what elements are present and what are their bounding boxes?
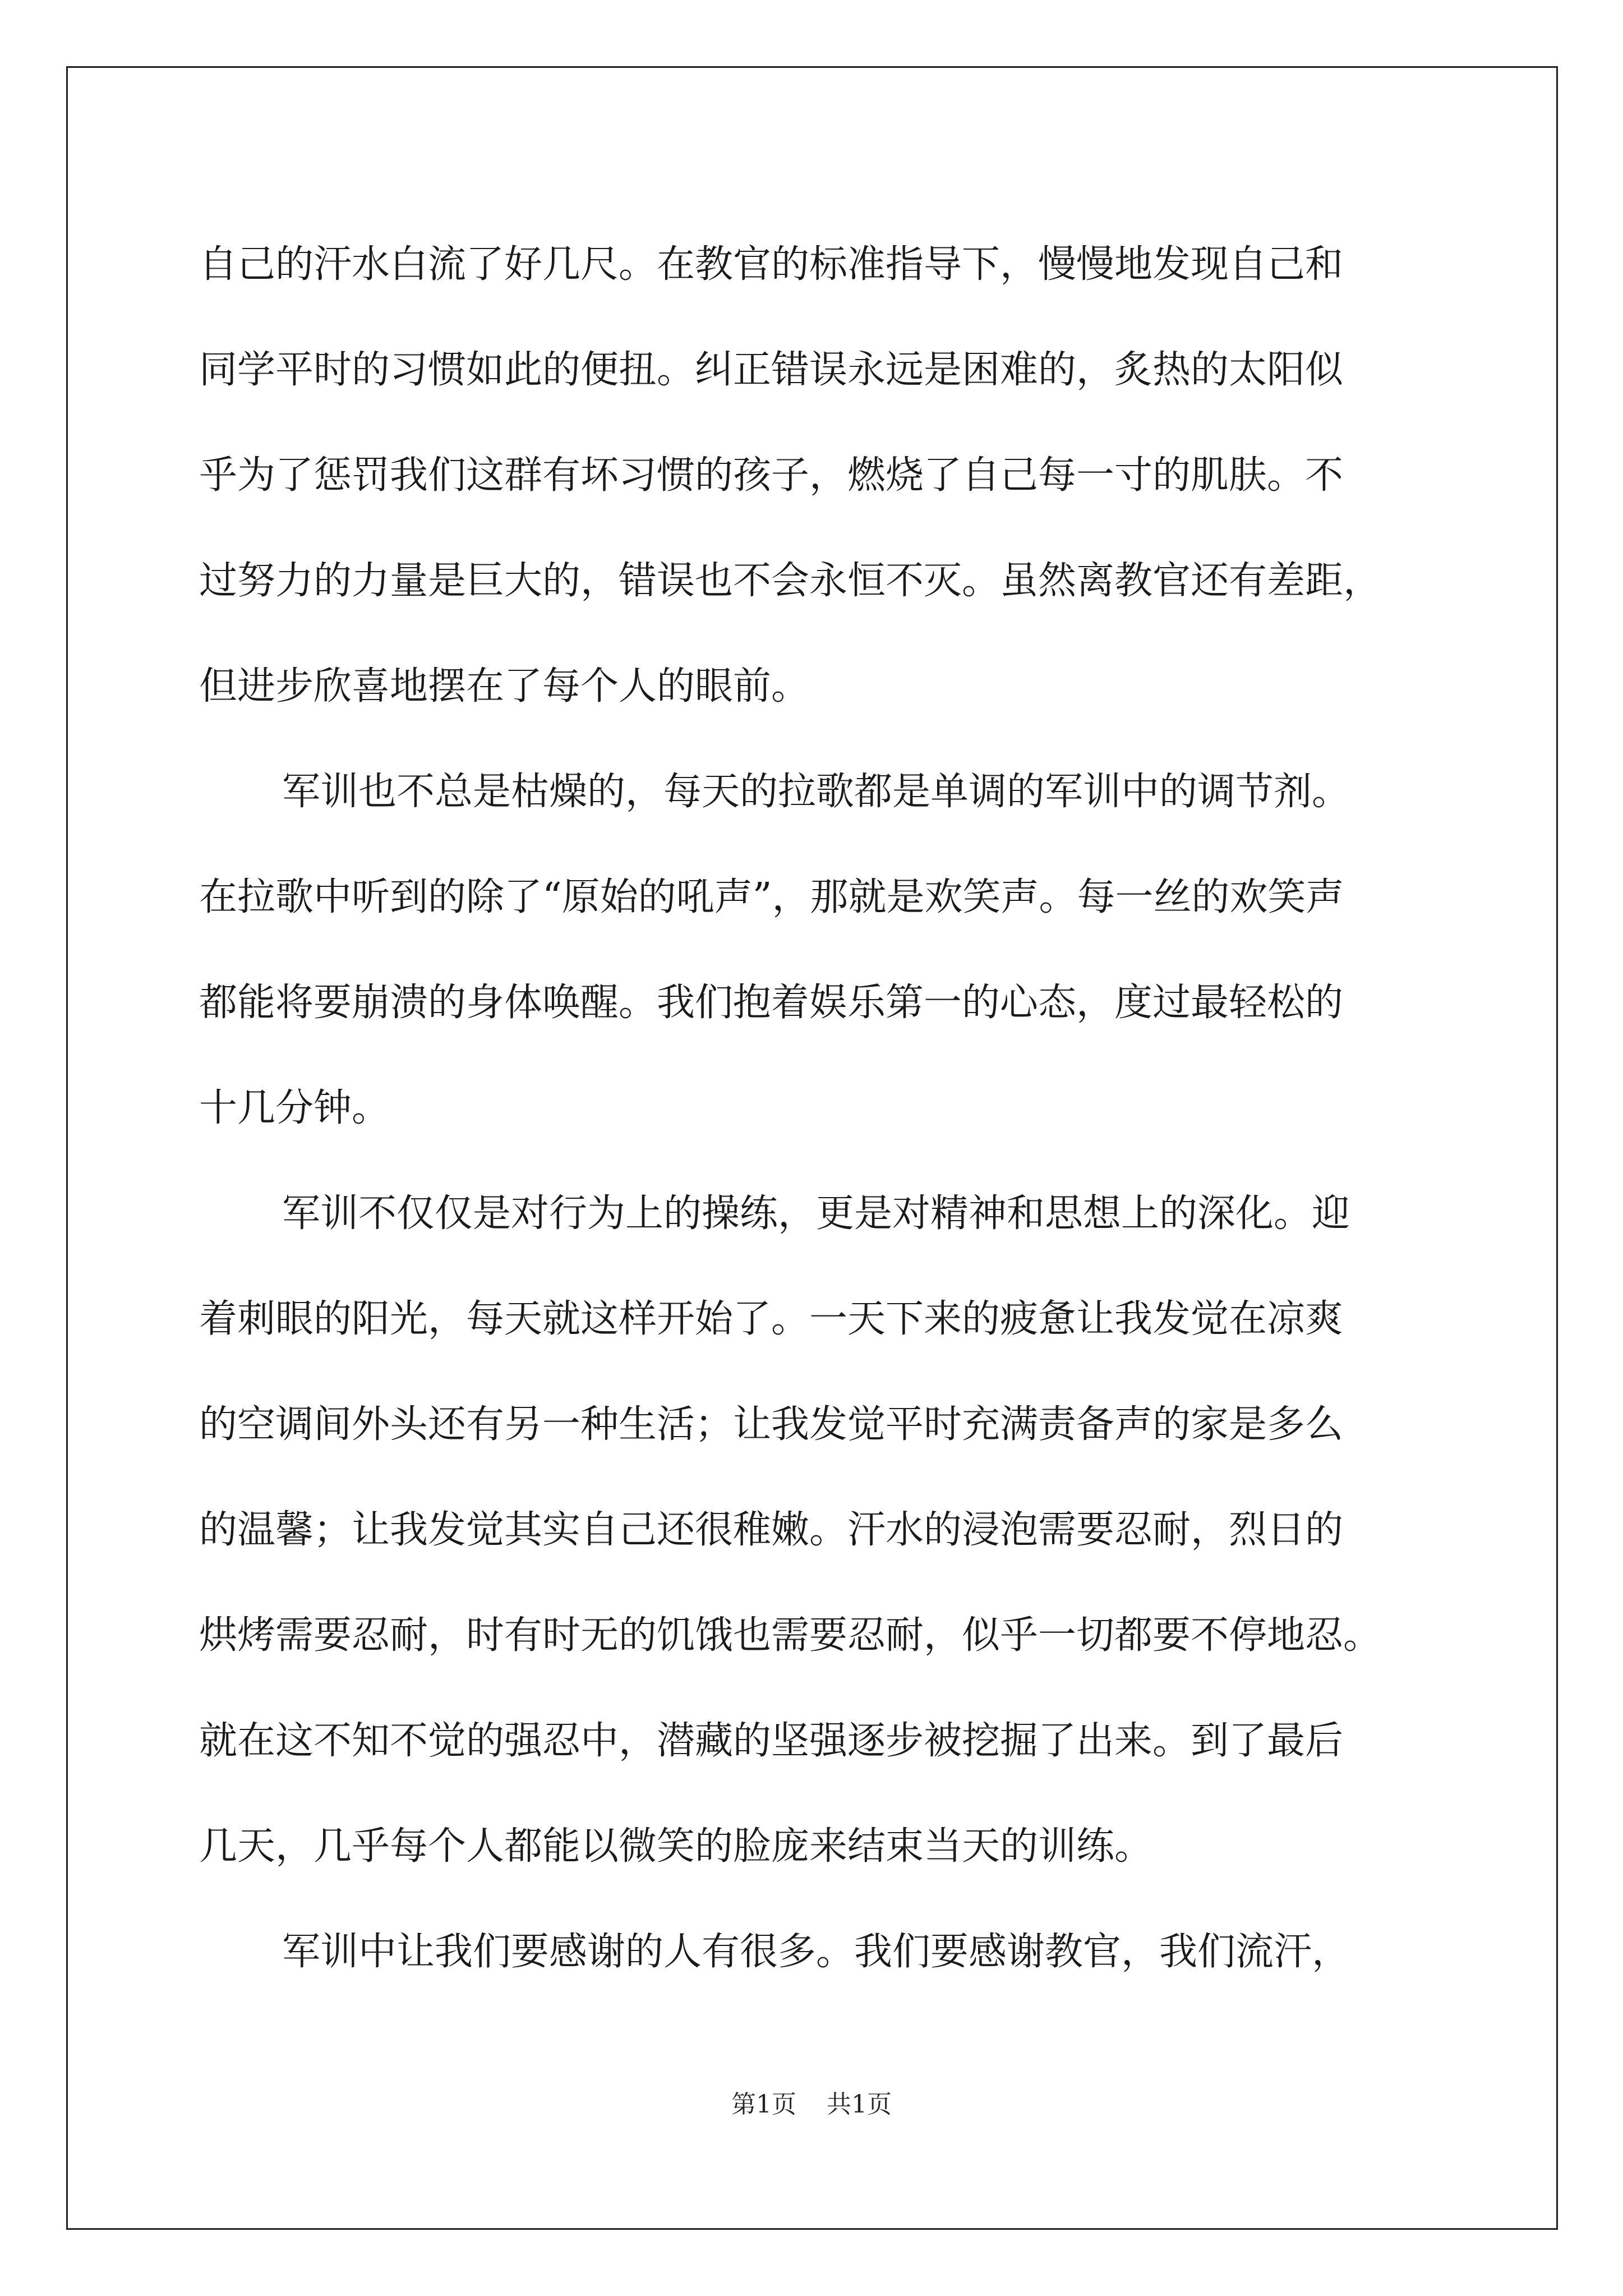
document-body (199, 212, 1461, 2005)
page-number: 第1页 (731, 2090, 796, 2119)
text-line: 自己的汗水白流了好几尺。在教官的标准指导下，慢慢地发现自己和 (199, 242, 1344, 287)
text-line: 几天，几乎每个人都能以微笑的脸庞来结束当天的训练。 (199, 1824, 1153, 1869)
text-line: 着刺眼的阳光，每天就这样开始了。一天下来的疲惫让我发觉在凉爽 (199, 1297, 1344, 1341)
text-line: 的温馨；让我发觉其实自己还很稚嫩。汗水的浸泡需要忍耐，烈日的 (199, 1508, 1344, 1552)
paragraph-start-line: 军训不仅仅是对行为上的操练，更是对精神和思想上的深化。迎 (282, 1191, 1350, 1236)
text-line: 过努力的力量是巨大的，错误也不会永恒不灭。虽然离教官还有差距， (199, 559, 1382, 603)
page-footer (0, 2088, 1623, 2122)
text-line: 十几分钟。 (199, 1086, 390, 1130)
paragraph-start-line: 军训中让我们要感谢的人有很多。我们要感谢教官，我们流汗， (282, 1930, 1350, 1974)
text-line: 就在这不知不觉的强忍中，潜藏的坚强逐步被挖掘了出来。到了最后 (199, 1719, 1344, 1763)
page-total: 共1页 (827, 2090, 892, 2119)
text-line: 但进步欣喜地摆在了每个人的眼前。 (199, 664, 810, 708)
text-line: 烘烤需要忍耐，时有时无的饥饿也需要忍耐，似乎一切都要不停地忍。 (199, 1613, 1382, 1658)
paragraph-start-line: 军训也不总是枯燥的，每天的拉歌都是单调的军训中的调节剂。 (282, 770, 1350, 814)
text-line: 的空调间外头还有另一种生活；让我发觉平时充满责备声的家是多么 (199, 1402, 1344, 1447)
text-line: 在拉歌中听到的除了“原始的吼声”，那就是欢笑声。每一丝的欢笑声 (199, 875, 1344, 919)
text-line: 乎为了惩罚我们这群有坏习惯的孩子，燃烧了自己每一寸的肌肤。不 (199, 453, 1344, 498)
text-line: 都能将要崩溃的身体唤醒。我们抱着娱乐第一的心态，度过最轻松的 (199, 981, 1344, 1025)
text-line: 同学平时的习惯如此的便扭。纠正错误永远是困难的，炙热的太阳似 (199, 348, 1344, 392)
